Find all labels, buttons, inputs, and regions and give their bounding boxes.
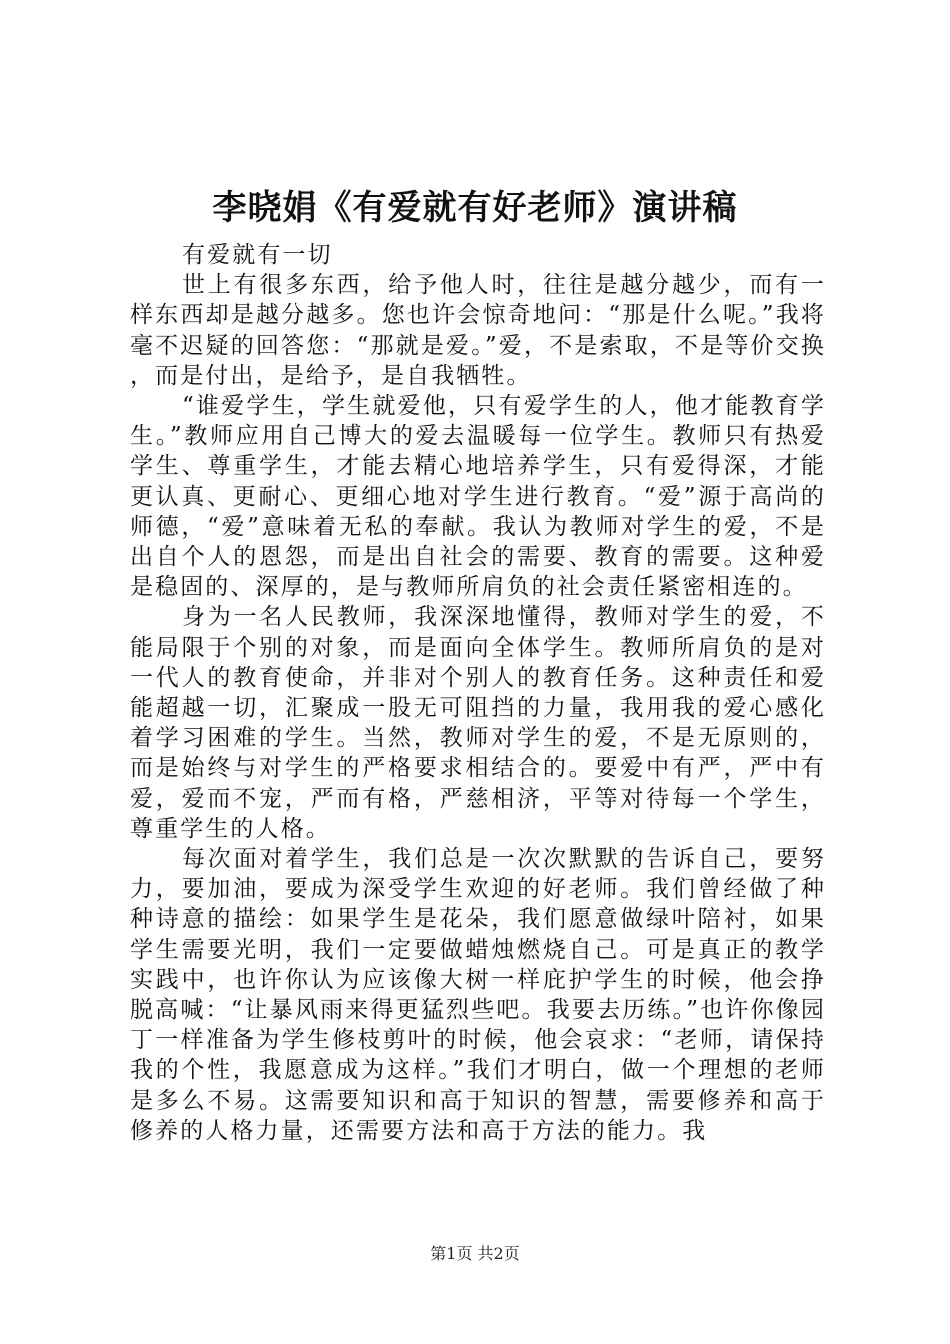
paragraph-subtitle: 有爱就有一切 [182,242,333,268]
page-number-footer: 第1页 共2页 [430,1244,520,1263]
paragraph: “谁爱学生，学生就爱他，只有爱学生的人，他才能教育学生。”教师应用自己博大的爱去温暖每一位学生。教师只有热爱学生、尊重学生，才能去精心地培养学生，只有爱得深，才能更认真、更耐心、更细心地对学生进行教育。“爱”源于高尚的师德，“爱”意味着无私的奉献。我认为教师对学生的爱，不是出自个人的恩怨，而是出自社会的需要、教育的需要。这种爱是稳固的、深厚的，是与教师所肩负的社会责任紧密相连的。 [130,393,826,601]
paragraph: 每次面对着学生，我们总是一次次默默的告诉自己，要努力，要加油，要成为深受学生欢迎的好老师。我们曾经做了种种诗意的描绘：如果学生是花朵，我们愿意做绿叶陪衬，如果学生需要光明，我们一定要做蜡烛燃烧自己。可是真正的教学实践中，也许你认为应该像大树一样庇护学生的时候，他会挣脱高喊：“让暴风雨来得更猛烈些吧。我要去历练。”也许你像园丁一样准备为学生修枝剪叶的时候，他会哀求：“老师，请保持我的个性，我愿意成为这样。”我们才明白，做一个理想的老师是多么不易。这需要知识和高于知识的智慧，需要修养和高于修养的人格力量，还需要方法和高于方法的能力。我 [130,846,826,1144]
document-body [130,240,826,1146]
document-title: 李晓娟《有爱就有好老师》演讲稿 [212,188,738,228]
paragraph: 身为一名人民教师，我深深地懂得，教师对学生的爱，不能局限于个别的对象，而是面向全体学生。教师所肩负的是对一代人的教育使命，并非对个别人的教育任务。这种责任和爱能超越一切，汇聚成一股无可阻挡的力量，我用我的爱心感化着学习困难的学生。当然，教师对学生的爱，不是无原则的，而是始终与对学生的严格要求相结合的。要爱中有严，严中有爱，爱而不宠，严而有格，严慈相济，平等对待每一个学生，尊重学生的人格。 [130,604,826,842]
paragraph: 世上有很多东西，给予他人时，往往是越分越少，而有一样东西却是越分越多。您也许会惊奇地问：“那是什么呢。”我将毫不迟疑的回答您：“那就是爱。”爱，不是索取，不是等价交换，而是付出，是给予，是自我牺牲。 [130,272,826,389]
